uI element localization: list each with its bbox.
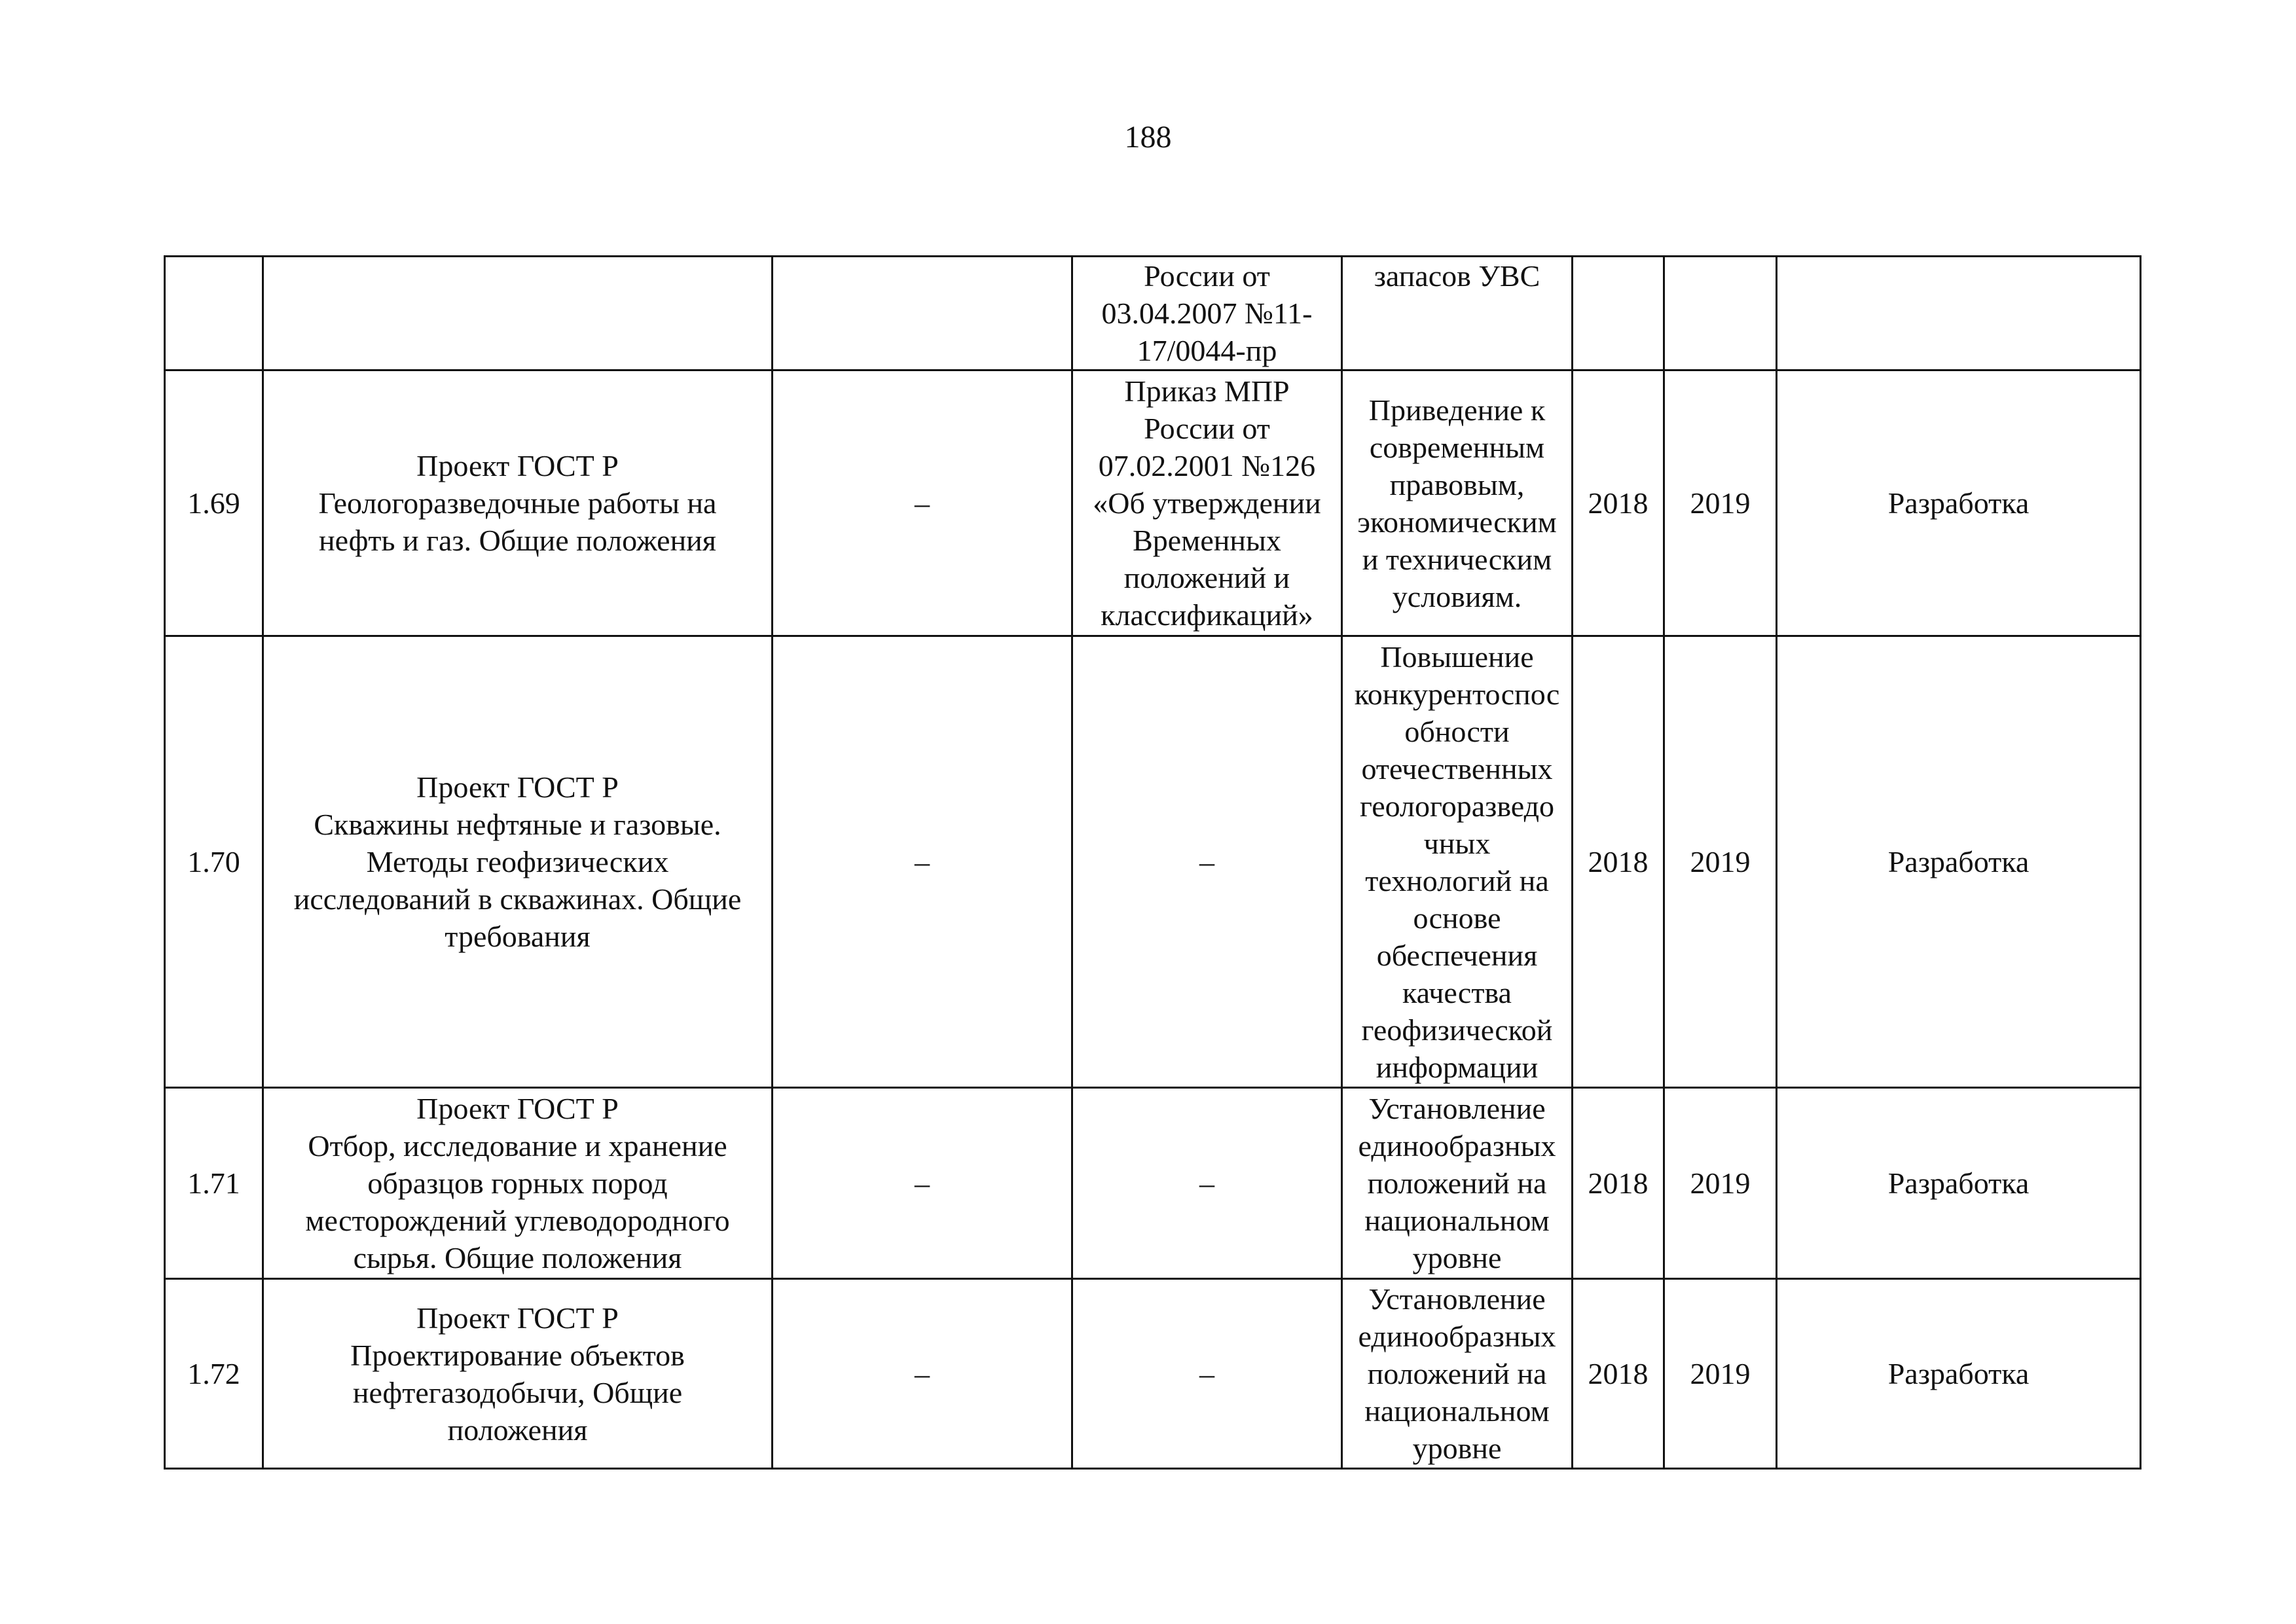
cell-start-year (1573, 257, 1664, 370)
purpose-line: обеспечения (1376, 938, 1538, 972)
cell-start-year: 2018 (1573, 370, 1664, 636)
cell-title (263, 257, 773, 370)
doc-b-line: Временных (1133, 524, 1281, 557)
cell-title (263, 370, 773, 636)
cell-number: 1.71 (165, 1088, 263, 1279)
purpose-line: единообразных (1358, 1129, 1556, 1163)
doc-b-line: Приказ МПР (1124, 374, 1290, 408)
cell-title (263, 1279, 773, 1469)
purpose-line: Установление (1368, 1092, 1546, 1125)
purpose-line: чных (1423, 826, 1491, 860)
cell-title (263, 1088, 773, 1279)
doc-b-line: – (1199, 1357, 1214, 1390)
title-line: Геологоразведочные работы на (318, 486, 717, 520)
cell-purpose (1342, 1279, 1573, 1469)
purpose-line: положений на (1367, 1357, 1547, 1390)
cell-doc-a: – (773, 370, 1072, 636)
purpose-line: национальном (1364, 1204, 1550, 1237)
purpose-line: обности (1404, 714, 1510, 748)
purpose-line: уровне (1412, 1432, 1502, 1465)
title-line: нефтегазодобычи, Общие (352, 1375, 683, 1409)
cell-doc-b (1072, 1088, 1342, 1279)
cell-start-year: 2018 (1573, 636, 1664, 1088)
purpose-line: единообразных (1358, 1320, 1556, 1353)
doc-b-line: 03.04.2007 №11- (1101, 297, 1313, 330)
cell-purpose (1342, 636, 1573, 1088)
table-row-carryover (165, 257, 2141, 370)
title-line: требования (445, 920, 591, 953)
doc-b-line: России от (1144, 412, 1270, 445)
purpose-line: конкурентоспос (1354, 677, 1560, 711)
title-line: Проектирование объектов (350, 1338, 685, 1372)
purpose-line: положений на (1367, 1166, 1547, 1200)
doc-b-line: 17/0044-пр (1137, 334, 1277, 367)
cell-end-year: 2019 (1664, 1279, 1777, 1469)
title-line: Проект ГОСТ Р (416, 1301, 619, 1335)
purpose-line: уровне (1412, 1241, 1502, 1274)
title-line: Скважины нефтяные и газовые. (314, 808, 721, 841)
cell-start-year: 2018 (1573, 1279, 1664, 1469)
doc-b-line: положений и (1123, 561, 1290, 594)
cell-number: 1.69 (165, 370, 263, 636)
title-line: положения (447, 1413, 588, 1447)
title-line: месторождений углеводородного (305, 1204, 730, 1237)
purpose-line: информации (1376, 1050, 1539, 1084)
cell-end-year: 2019 (1664, 370, 1777, 636)
doc-b-line: – (1199, 845, 1214, 878)
cell-number (165, 257, 263, 370)
cell-purpose (1342, 370, 1573, 636)
table-row (165, 1279, 2141, 1469)
cell-stage: Разработка (1777, 636, 2141, 1088)
cell-end-year: 2019 (1664, 1088, 1777, 1279)
cell-stage: Разработка (1777, 370, 2141, 636)
title-line: Проект ГОСТ Р (416, 449, 619, 482)
cell-stage: Разработка (1777, 1279, 2141, 1469)
cell-doc-a: – (773, 636, 1072, 1088)
cell-doc-b (1072, 257, 1342, 370)
purpose-line: геофизической (1361, 1013, 1553, 1047)
cell-doc-b (1072, 370, 1342, 636)
cell-end-year: 2019 (1664, 636, 1777, 1088)
title-line: исследований в скважинах. Общие (293, 882, 742, 916)
purpose-line: качества (1402, 975, 1512, 1009)
doc-b-line: «Об утверждении (1093, 486, 1321, 520)
cell-start-year: 2018 (1573, 1088, 1664, 1279)
standards-plan-table (164, 255, 2141, 1470)
doc-b-line: классификаций» (1101, 598, 1313, 632)
title-line: Отбор, исследование и хранение (308, 1129, 727, 1163)
cell-number: 1.70 (165, 636, 263, 1088)
purpose-line: национальном (1364, 1394, 1550, 1428)
cell-purpose (1342, 257, 1573, 370)
title-line: Проект ГОСТ Р (416, 1092, 619, 1125)
purpose-line: запасов УВС (1374, 259, 1540, 293)
table-row (165, 370, 2141, 636)
purpose-line: правовым, (1389, 467, 1525, 501)
purpose-line: технологий на (1365, 863, 1549, 897)
title-line: Проект ГОСТ Р (416, 770, 619, 804)
cell-purpose (1342, 1088, 1573, 1279)
title-line: образцов горных пород (367, 1166, 668, 1200)
cell-stage: Разработка (1777, 1088, 2141, 1279)
cell-doc-b (1072, 636, 1342, 1088)
purpose-line: Приведение к (1368, 393, 1546, 427)
purpose-line: современным (1369, 430, 1545, 464)
purpose-line: геологоразведо (1359, 789, 1554, 823)
purpose-line: Повышение (1380, 640, 1534, 674)
cell-end-year (1664, 257, 1777, 370)
title-line: Методы геофизических (366, 845, 669, 878)
purpose-line: отечественных (1361, 751, 1553, 785)
purpose-line: условиям. (1392, 579, 1522, 613)
cell-stage (1777, 257, 2141, 370)
cell-number: 1.72 (165, 1279, 263, 1469)
purpose-line: экономическим (1357, 505, 1557, 539)
purpose-line: и техническим (1362, 542, 1552, 576)
table-row (165, 636, 2141, 1088)
doc-b-line: – (1199, 1166, 1214, 1200)
doc-b-line: 07.02.2001 №126 (1098, 449, 1316, 482)
cell-doc-b (1072, 1279, 1342, 1469)
doc-b-line: России от (1144, 259, 1270, 293)
table-row (165, 1088, 2141, 1279)
title-line: нефть и газ. Общие положения (319, 524, 716, 557)
purpose-line: Установление (1368, 1282, 1546, 1316)
cell-doc-a (773, 257, 1072, 370)
title-line: сырья. Общие положения (353, 1241, 682, 1274)
cell-doc-a: – (773, 1279, 1072, 1469)
purpose-line: основе (1413, 901, 1501, 935)
page-number: 188 (1124, 120, 1172, 154)
cell-doc-a: – (773, 1088, 1072, 1279)
cell-title (263, 636, 773, 1088)
